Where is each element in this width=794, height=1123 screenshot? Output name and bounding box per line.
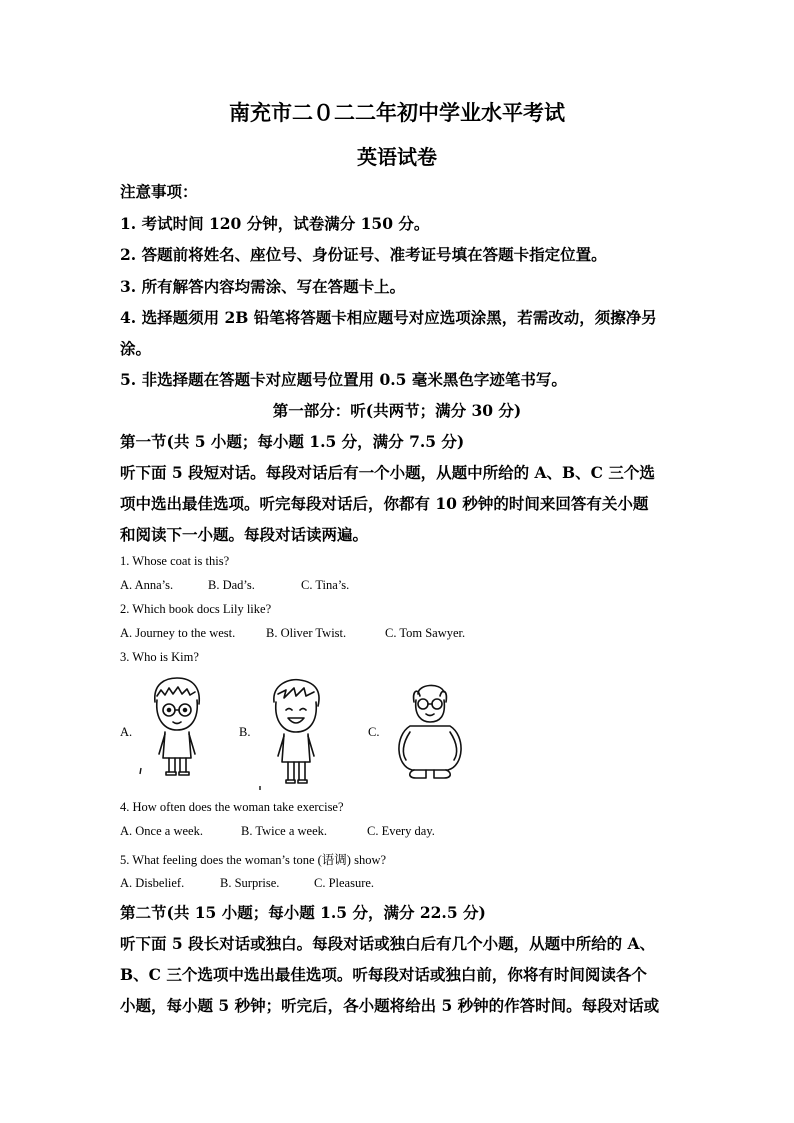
note-item-2: 2. 答题前将姓名、座位号、身份证号、准考证号填在答题卡指定位置。 bbox=[120, 245, 607, 264]
question-3-stem: 3. Who is Kim? bbox=[120, 650, 199, 664]
question-2-option-b: B. Oliver Twist. bbox=[266, 626, 347, 640]
kim-option-b-illustration bbox=[256, 676, 336, 792]
question-1-option-b: B. Dad’s. bbox=[208, 578, 255, 592]
question-4-option-a: A. Once a week. bbox=[120, 824, 203, 838]
question-2-stem: 2. Which book docs Lily like? bbox=[120, 602, 272, 616]
question-3-option-b: B. bbox=[239, 725, 251, 739]
section2-instructions-3: 小题，每小题 5 秒钟；听完后，各小题将给出 5 秒钟的作答时间。每段对话或 bbox=[120, 996, 660, 1015]
notes-heading: 注意事项： bbox=[120, 182, 198, 201]
question-2-option-c: C. Tom Sawyer. bbox=[385, 626, 466, 640]
question-5-stem: 5. What feeling does the woman’s tone (语调) show? bbox=[120, 853, 387, 867]
note-item-5: 5. 非选择题在答题卡对应题号位置用 0.5 毫米黑色字迹笔书写。 bbox=[120, 370, 567, 389]
question-3-option-a: A. bbox=[120, 725, 133, 739]
section1-heading: 第一节(共 5 小题；每小题 1.5 分，满分 7.5 分) bbox=[120, 432, 465, 451]
section1-instructions-2: 项中选出最佳选项。听完每段对话后，你都有 10 秒钟的时间来回答有关小题 bbox=[120, 494, 649, 513]
note-item-4-cont: 涂。 bbox=[120, 339, 152, 358]
note-item-4: 4. 选择题须用 2B 铅笔将答题卡相应题号对应选项涂黑，若需改动，须擦净另 bbox=[120, 308, 657, 327]
section2-instructions-2: B、C 三个选项中选出最佳选项。听每段对话或独白前，你将有时间阅读各个 bbox=[120, 965, 647, 984]
question-4-option-c: C. Every day. bbox=[367, 824, 435, 838]
question-1-option-c: C. Tina’s. bbox=[301, 578, 350, 592]
section1-instructions-3: 和阅读下一小题。每段对话读两遍。 bbox=[120, 525, 369, 544]
page-title: 南充市二０二二年初中学业水平考试 bbox=[229, 100, 565, 125]
question-1-option-a: A. Anna’s. bbox=[120, 578, 174, 592]
kim-option-a-illustration bbox=[135, 672, 215, 784]
note-item-3: 3. 所有解答内容均需涂、写在答题卡上。 bbox=[120, 277, 406, 296]
kim-option-c-illustration bbox=[390, 680, 480, 780]
question-5-option-c: C. Pleasure. bbox=[314, 876, 375, 890]
page-subtitle: 英语试卷 bbox=[357, 145, 437, 169]
section1-instructions-1: 听下面 5 段短对话。每段对话后有一个小题，从题中所给的 A、B、C 三个选 bbox=[120, 463, 655, 482]
question-5-option-a: A. Disbelief. bbox=[120, 876, 185, 890]
question-3-option-c: C. bbox=[368, 725, 380, 739]
question-1-stem: 1. Whose coat is this? bbox=[120, 554, 230, 568]
part1-heading: 第一部分：听(共两节；满分 30 分) bbox=[272, 401, 522, 420]
question-4-stem: 4. How often does the woman take exercise? bbox=[120, 800, 344, 814]
question-5-option-b: B. Surprise. bbox=[220, 876, 280, 890]
note-item-1: 1. 考试时间 120 分钟，试卷满分 150 分。 bbox=[120, 214, 430, 233]
question-4-option-b: B. Twice a week. bbox=[241, 824, 328, 838]
section2-instructions-1: 听下面 5 段长对话或独白。每段对话或独白后有几个小题，从题中所给的 A、 bbox=[120, 934, 656, 953]
question-2-option-a: A. Journey to the west. bbox=[120, 626, 236, 640]
section2-heading: 第二节(共 15 小题；每小题 1.5 分，满分 22.5 分) bbox=[120, 903, 486, 922]
